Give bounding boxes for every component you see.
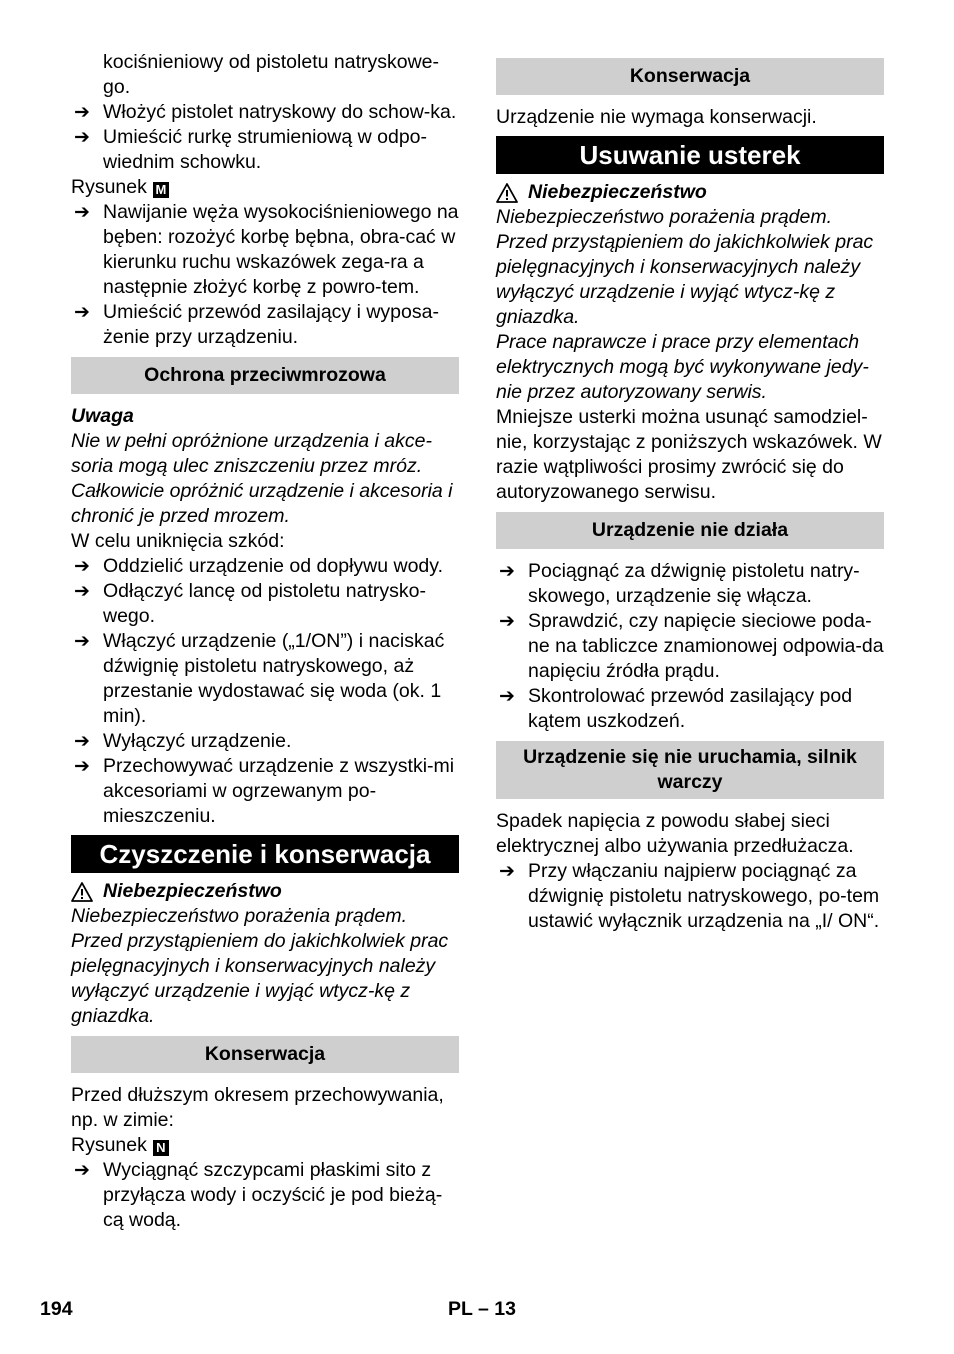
list-item: ➔ Skontrolować przewód zasilający pod kątem uszkodzeń. [499,685,853,732]
section-heading-no-start: Urządzenie się nie uruchamia, silnik warczy [496,741,884,799]
maintenance-text: Urządzenie nie wymaga konserwacji. [496,106,817,128]
list-item: ➔ Umieścić rurkę strumieniową w odpo-wiednim schowku. [74,126,428,173]
section-heading-maintenance: Konserwacja [496,58,884,95]
minor-faults-text: Mniejsze usterki można usunąć samodziel-nie, korzystając z poniższych wskazówek. W razie wątpliwości prosimy zwrócić się do autoryzowanego serwisu. [496,406,882,503]
section-heading-troubleshooting: Usuwanie usterek [496,136,884,174]
arrow-right-icon: ➔ [74,731,90,752]
list-item: ➔ Przechowywać urządzenie z wszystki-mi akcesoriami w ogrzewanym po-mieszczeniu. [74,755,455,827]
arrow-right-icon: ➔ [74,1160,90,1181]
list-item: ➔ Pociągnąć za dźwignię pistoletu natry-skowego, urządzenie się włącza. [499,560,860,607]
list-item: ➔ Włączyć urządzenie („1/ON”) i naciskać dźwignię pistoletu natryskowego, aż przestanie wydostawać się woda (ok. 1 min). [74,630,445,727]
list-item: ➔ Sprawdzić, czy napięcie sieciowe poda-ne na tabliczce znamionowej odpowia-da napięciu źródła prądu. [499,610,884,682]
note-title: Uwaga [71,405,134,427]
steps-b [71,200,459,350]
no-start-text: Spadek napięcia z powodu słabej sieci elektrycznej albo używania przedłużacza. [496,810,854,857]
left-column [71,50,459,1233]
arrow-right-icon: ➔ [499,861,515,882]
danger-title-row [496,180,884,205]
section-heading-cleaning: Czyszczenie i konserwacja [71,835,459,873]
arrow-right-icon: ➔ [74,756,90,777]
danger-title: Niebezpieczeństwo [103,880,282,902]
warning-triangle-icon [496,183,518,203]
list-item: ➔ Wyłączyć urządzenie. [74,730,292,752]
figure-letter-badge: N [153,1140,169,1156]
list-item: ➔ Oddzielić urządzenie od dopływu wody. [74,555,443,577]
warning-triangle-icon [71,882,93,902]
figure-letter-badge: M [153,182,169,198]
maintenance-intro: Przed dłuższym okresem przechowywania, np. w zimie: [71,1084,444,1131]
section-heading-maintenance: Konserwacja [71,1036,459,1073]
arrow-right-icon: ➔ [499,611,515,632]
figure-reference: Rysunek M [71,175,459,200]
arrow-right-icon: ➔ [74,631,90,652]
intro-continuation: kociśnieniowy od pistoletu natryskowe- go. [103,51,439,98]
arrow-right-icon: ➔ [74,127,90,148]
list-item: ➔ Nawijanie węża wysokociśnieniowego na bęben: rozożyć korbę bębna, obra-cać w kierunku ruchu wskazówek zega-ra a następnie złożyć korbę z powro-tem. [74,201,459,298]
danger-text: Niebezpieczeństwo porażenia prądem. Przed przystąpieniem do jakichkolwiek prac pielęgnacyjnych i konserwacyjnych należy wyłączyć urządzenie i wyjąć wtycz-kę z gniazdka. [496,206,874,328]
page-number: 194 [40,1298,73,1320]
arrow-right-icon: ➔ [499,686,515,707]
arrow-right-icon: ➔ [499,561,515,582]
section-heading-not-working: Urządzenie nie działa [496,512,884,549]
arrow-right-icon: ➔ [74,581,90,602]
section-heading-frost: Ochrona przeciwmrozowa [71,357,459,394]
list-item: ➔ Włożyć pistolet natryskowy do schow-ka. [74,101,457,123]
danger-text-service: Prace naprawcze i prace przy elementach elektrycznych mogą być wykonywane jedy-nie przez autoryzowany serwis. [496,331,869,403]
steps-a [71,100,459,175]
right-column [496,51,884,934]
arrow-right-icon: ➔ [74,202,90,223]
danger-text: Niebezpieczeństwo porażenia prądem. Przed przystąpieniem do jakichkolwiek prac pielęgnacyjnych i konserwacyjnych należy wyłączyć urządzenie i wyjąć wtycz-kę z gniazdka. [71,905,449,1027]
list-item: ➔ Odłączyć lancę od pistoletu natrysko-wego. [74,580,426,627]
danger-title-row [71,879,459,904]
figure-reference: Rysunek N [71,1133,459,1158]
arrow-right-icon: ➔ [74,556,90,577]
list-item: ➔ Umieścić przewód zasilający i wyposa-żenie przy urządzeniu. [74,301,439,348]
note-text: Nie w pełni opróżnione urządzenia i akce-soria mogą ulec zniszczeniu przez mróz. Całkowicie opróżnić urządzenie i akcesoria i chronić je przed mrozem. [71,430,453,527]
list-item: ➔ Przy włączaniu najpierw pociągnąć za dźwignię pistoletu natryskowego, po-tem ustawić wyłącznik urządzenia na „I/ ON“. [499,860,880,932]
frost-steps [71,554,459,829]
danger-title: Niebezpieczeństwo [528,181,707,203]
list-item: ➔ Wyciągnąć szczypcami płaskimi sito z przyłącza wody i oczyścić je pod bieżą-cą wodą. [74,1159,443,1231]
arrow-right-icon: ➔ [74,302,90,323]
frost-intro: W celu uniknięcia szkód: [71,530,285,552]
language-page-label: PL – 13 [448,1298,516,1320]
arrow-right-icon: ➔ [74,102,90,123]
